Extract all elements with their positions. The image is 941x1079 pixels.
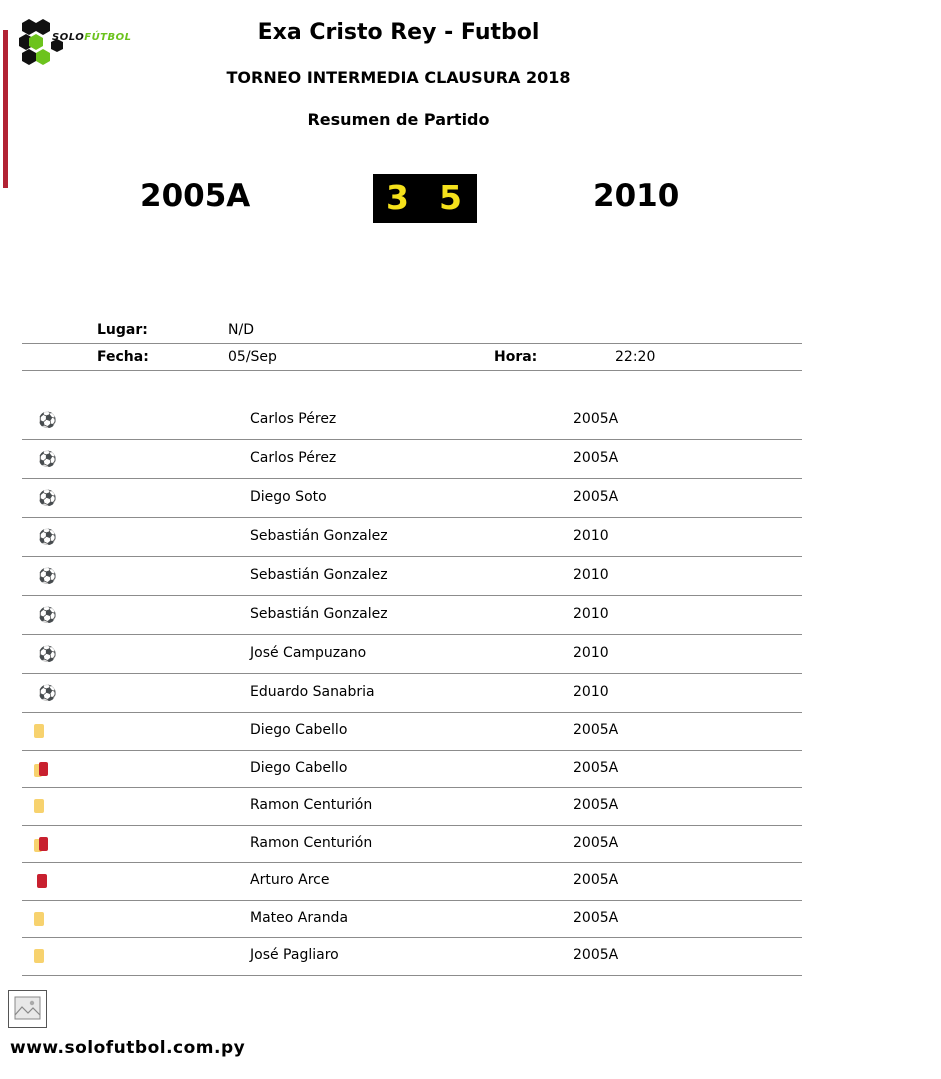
yellow-card-icon [34,912,44,926]
summary-subtitle: Resumen de Partido [307,110,490,129]
event-player: Sebastián Gonzalez [250,528,388,544]
list-item [22,863,802,901]
tournament-title: TORNEO INTERMEDIA CLAUSURA 2018 [226,68,571,87]
event-player: Eduardo Sanabria [250,684,375,700]
event-player: Mateo Aranda [250,909,349,926]
time-label: Hora: [494,349,538,365]
event-team: 2005A [573,411,619,427]
event-team: 2005A [573,947,619,963]
match-events-list [22,401,802,976]
soccer-ball-icon: ⚽ [38,489,57,507]
scoreboard [373,174,477,223]
second-yellow-card-icon [22,751,62,788]
event-player: José Pagliaro [250,947,339,963]
event-team: 2010 [573,528,609,544]
list-item [22,479,802,518]
list-item [22,557,802,596]
time-value: 22:20 [615,349,656,365]
list-item [22,440,802,479]
event-player: Diego Cabello [250,759,348,776]
event-player: Arturo Arce [250,872,330,888]
list-item [22,596,802,635]
soccer-ball-icon: ⚽ [38,567,57,585]
event-player: Ramon Centurión [250,797,373,813]
date-label: Fecha: [97,349,149,365]
event-team: 2005A [573,909,619,926]
event-team: 2010 [573,645,609,661]
soccer-ball-icon: ⚽ [38,645,57,663]
list-item [22,674,802,713]
soccer-ball-icon: ⚽ [38,606,57,624]
event-player: Carlos Pérez [250,450,337,466]
event-team: 2005A [573,489,619,505]
event-player: José Campuzano [250,645,367,661]
event-team: 2005A [573,450,619,466]
soccer-ball-icon: ⚽ [38,684,57,702]
list-item [22,518,802,557]
page-title: Exa Cristo Rey - Futbol [257,20,540,45]
away-score: 5 [439,178,462,217]
event-team: 2010 [573,567,609,583]
soccer-ball-icon: ⚽ [38,528,57,546]
list-item [22,635,802,674]
event-team: 2005A [573,797,619,813]
event-player: Ramon Centurión [250,834,373,851]
event-team: 2005A [573,759,619,776]
footer-website-link[interactable]: www.solofutbol.com.py [10,1038,246,1058]
venue-value: N/D [228,322,254,338]
home-team-name: 2005A [140,178,251,214]
event-player: Carlos Pérez [250,411,337,427]
date-time-row [22,344,802,371]
list-item [22,826,802,864]
list-item [22,938,802,976]
away-team-name: 2010 [593,178,680,214]
venue-row [22,317,802,344]
event-team: 2010 [573,684,609,700]
broken-image-icon [8,990,47,1028]
event-team: 2005A [573,722,619,738]
event-player: Sebastián Gonzalez [250,606,388,622]
event-player: Diego Soto [250,489,327,505]
event-player: Diego Cabello [250,722,348,738]
event-team: 2010 [573,606,609,622]
logo-wordmark: SOLOFÚTBOL [52,32,132,43]
event-team: 2005A [573,872,619,888]
list-item [22,788,802,826]
date-value: 05/Sep [228,349,277,365]
home-score: 3 [386,178,409,217]
yellow-card-icon [34,949,44,963]
accent-bar [3,30,8,188]
list-item [22,751,802,789]
second-yellow-card-icon [22,826,62,863]
list-item [22,713,802,751]
red-card-icon [37,874,47,888]
yellow-card-icon [34,799,44,813]
event-player: Sebastián Gonzalez [250,567,388,583]
list-item [22,901,802,939]
event-team: 2005A [573,834,619,851]
yellow-card-icon [34,724,44,738]
soccer-ball-icon: ⚽ [38,411,57,429]
venue-label: Lugar: [97,322,148,338]
list-item [22,401,802,440]
soccer-ball-icon: ⚽ [38,450,57,468]
